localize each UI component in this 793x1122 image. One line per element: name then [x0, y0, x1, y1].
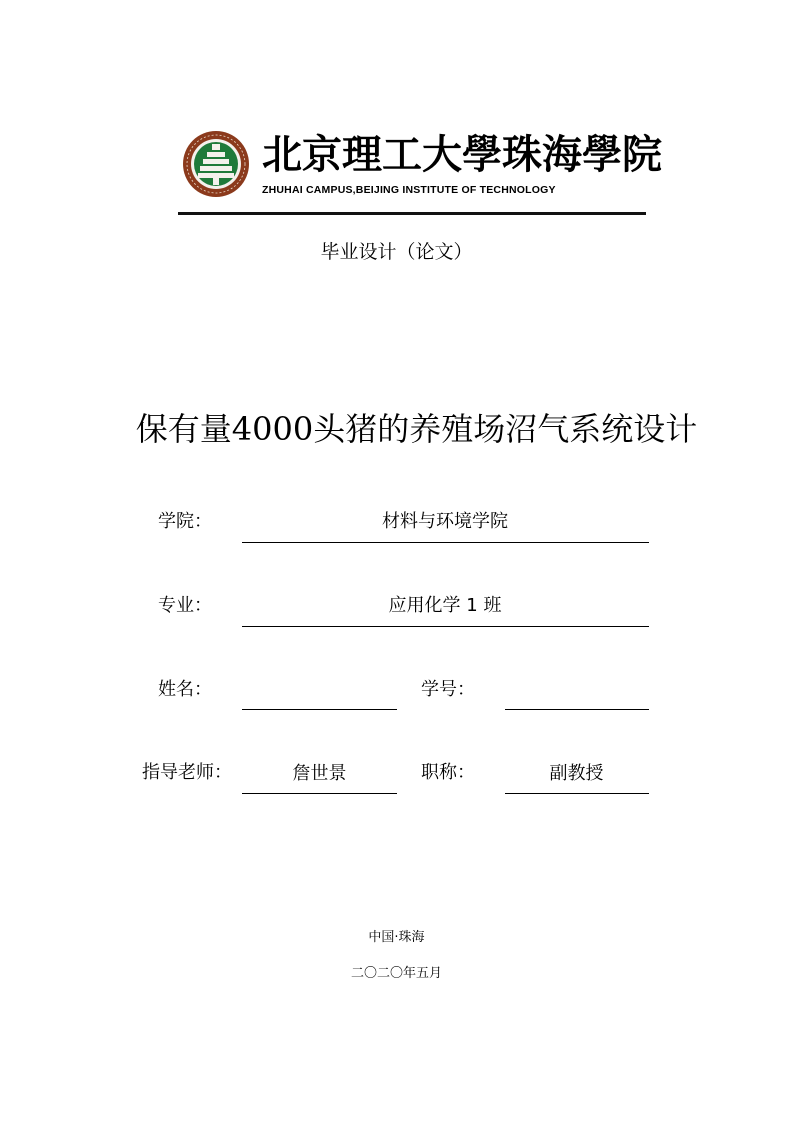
- advisor-title-value: 副教授: [549, 763, 604, 784]
- school-name-chinese: 北京理工大學珠海學院: [262, 131, 662, 178]
- footer-date: 二〇二〇年五月: [350, 966, 442, 981]
- advisor-label: 指导老师：: [142, 762, 232, 783]
- major-label: 专业：: [158, 595, 212, 616]
- university-emblem-icon: [182, 130, 250, 198]
- college-value: 材料与环境学院: [382, 511, 508, 532]
- footer-location: 中国·珠海: [368, 930, 425, 945]
- header-divider: [178, 212, 646, 215]
- school-name-english: ZHUHAI CAMPUS,BEIJING INSTITUTE OF TECHNOLOGY: [262, 184, 556, 196]
- advisor-title-label: 职称：: [421, 762, 475, 783]
- major-value: 应用化学 1 班: [388, 595, 502, 616]
- advisor-value: 詹世景: [292, 763, 347, 784]
- student-id-label: 学号：: [421, 679, 475, 700]
- document-type: 毕业设计（论文）: [320, 241, 473, 263]
- advisor-title-underline: [505, 793, 649, 794]
- advisor-underline: [242, 793, 397, 794]
- name-underline: [242, 709, 397, 710]
- student-id-underline: [505, 709, 649, 710]
- name-label: 姓名：: [158, 679, 212, 700]
- major-underline: [242, 626, 649, 627]
- thesis-title: 保有量4000头猪的养殖场沼气系统设计: [135, 410, 698, 448]
- college-underline: [242, 542, 649, 543]
- college-label: 学院：: [158, 511, 212, 532]
